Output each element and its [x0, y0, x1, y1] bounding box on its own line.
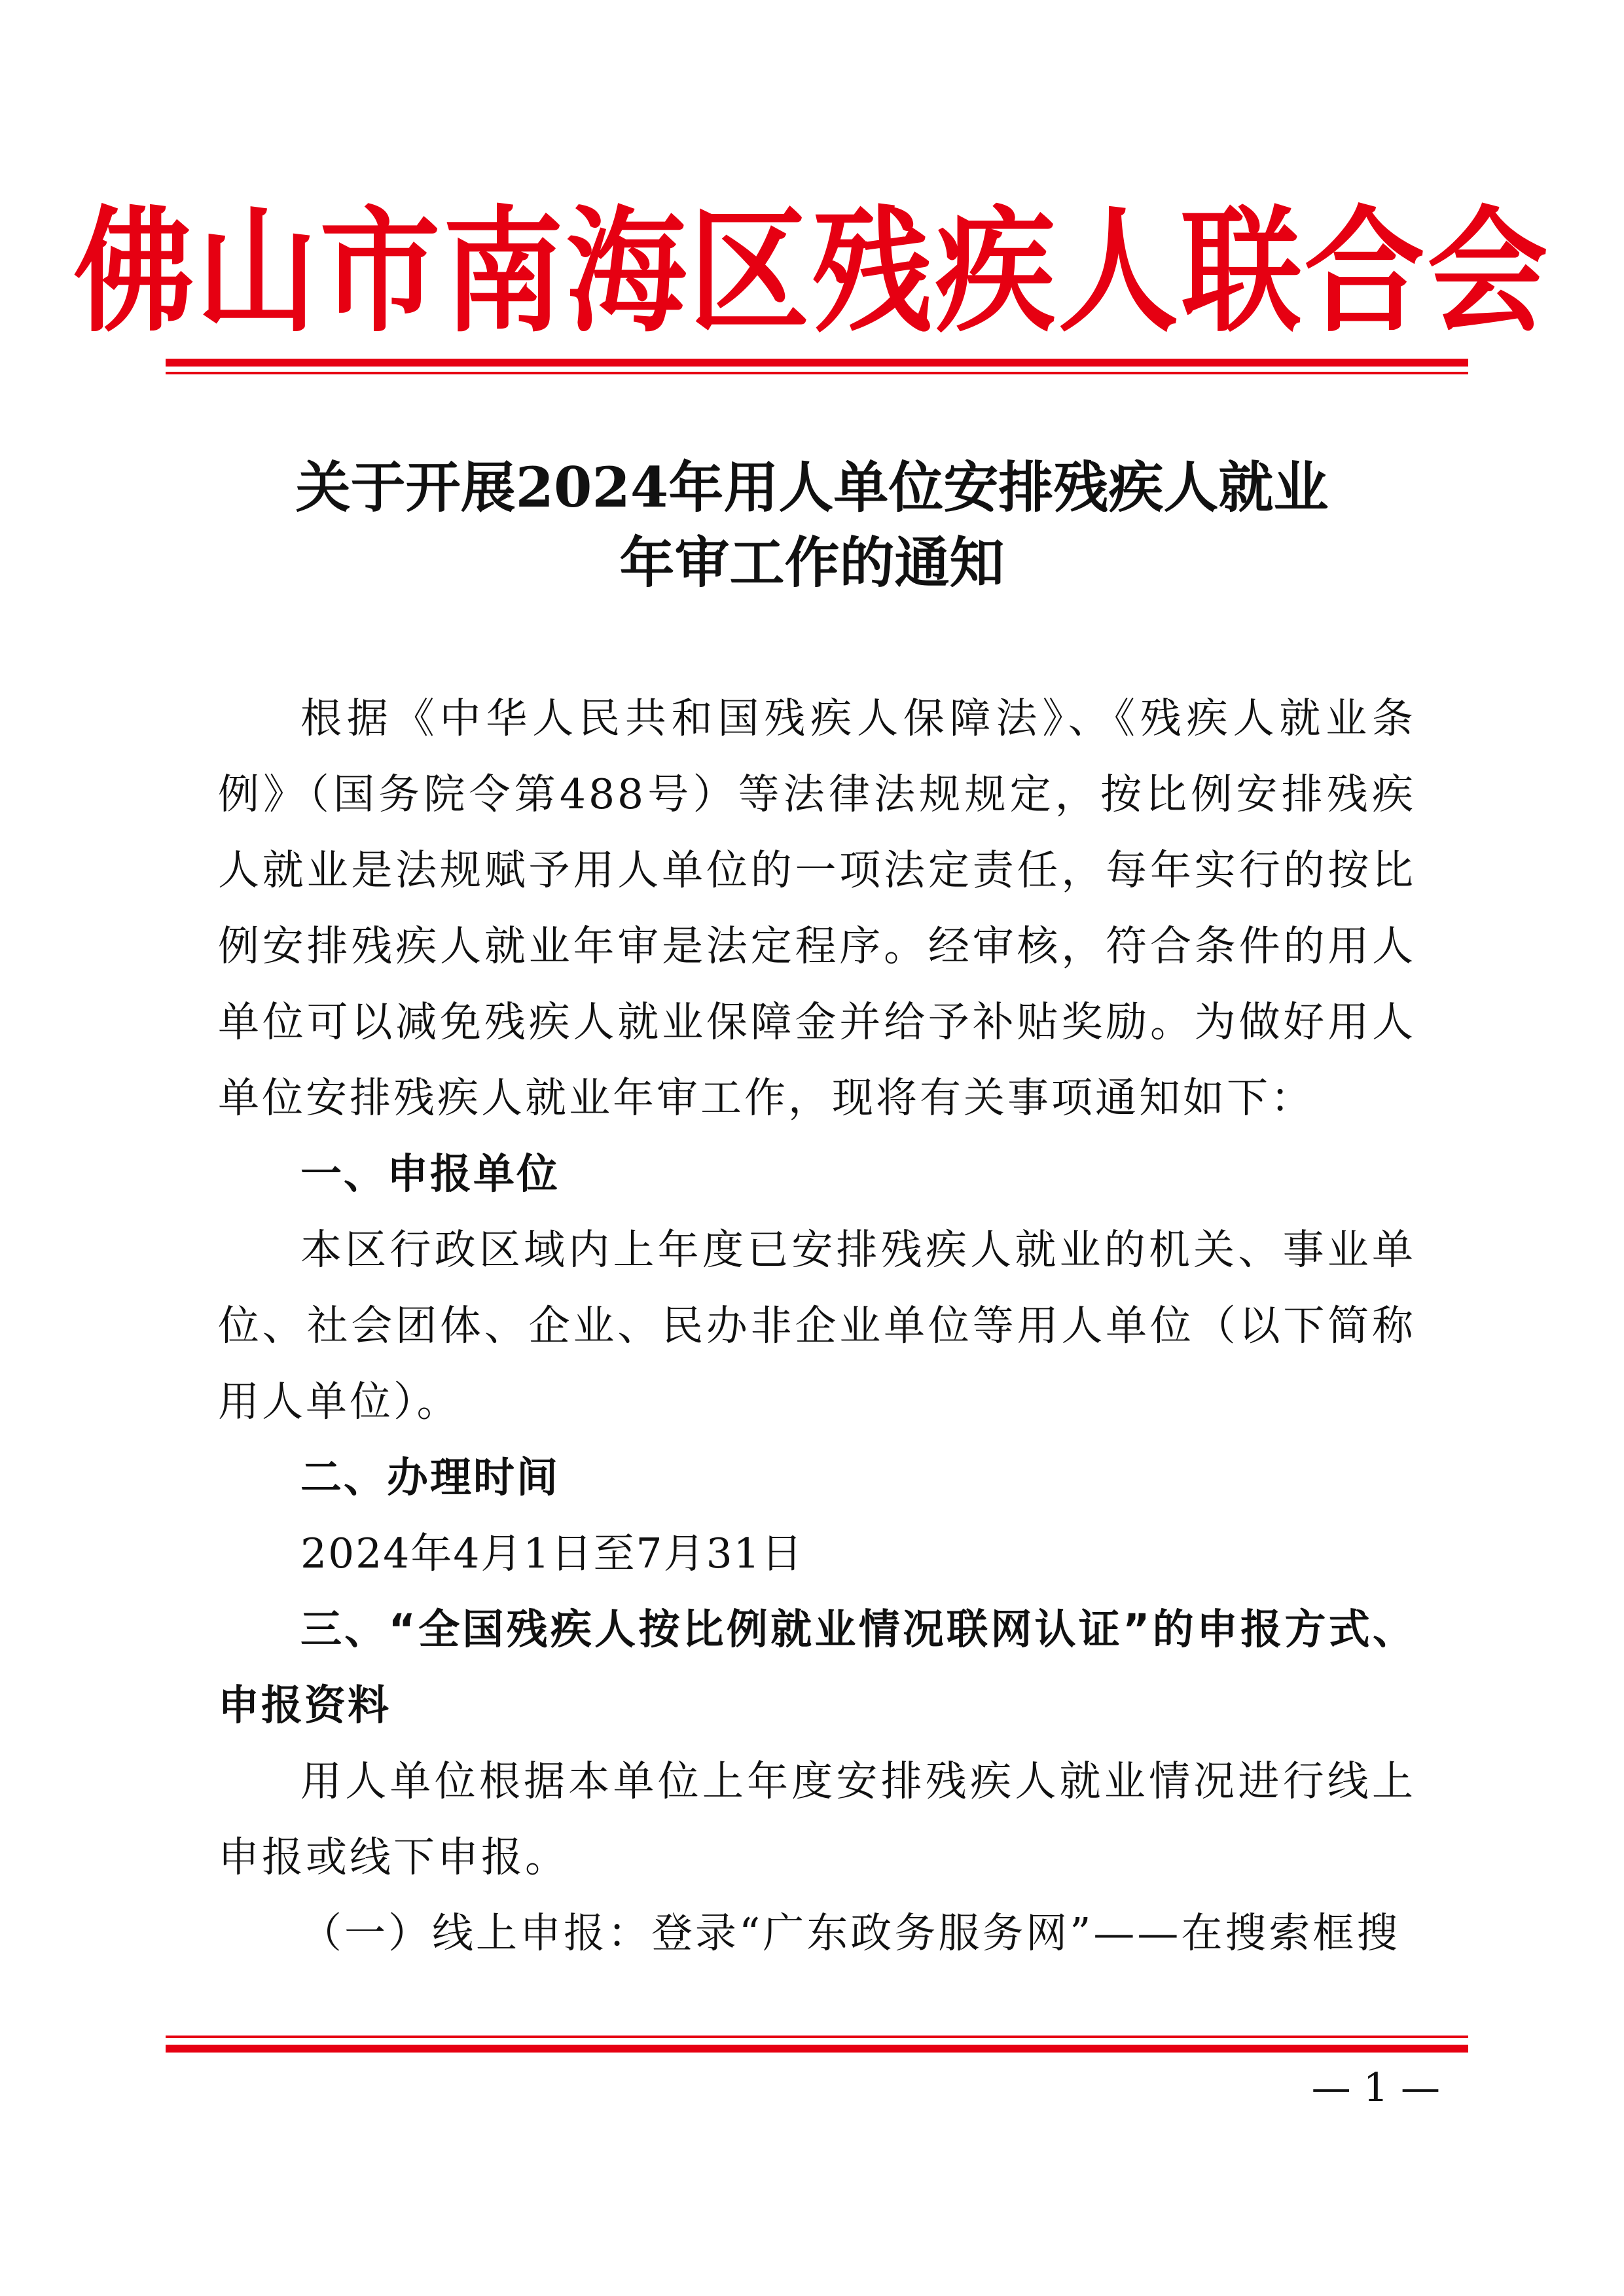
footer-rule-thick	[166, 2045, 1468, 2053]
document-title-line2: 年审工作的通知	[619, 530, 1005, 595]
intro-paragraph: 根据《中华人民共和国残疾人保障法》、《残疾人就业条例》（国务院令第488号）等法律法规规定，按比例安排残疾人就业是法规赋予用人单位的一项法定责任，每年实行的按比例安排残疾人就业年审是法定程序。经审核，符合条件的用人单位可以减免残疾人就业保障金并给予补贴奖励。为做好用人单位安排残疾人就业年审工作，现将有关事项通知如下：	[218, 694, 1416, 1122]
document-body	[218, 681, 1416, 1971]
section3-paragraph: 用人单位根据本单位上年度安排残疾人就业情况进行线上申报或线下申报。	[218, 1757, 1416, 1881]
section3-heading: 三、“全国残疾人按比例就业情况联网认证”的申报方式、申报资料	[218, 1605, 1416, 1729]
section1-heading: 一、申报单位	[300, 1150, 560, 1198]
document-title-line1: 关于开展2024年用人单位安排残疾人就业	[295, 455, 1329, 520]
section3-item1: （一）线上申报：登录“广东政务服务网”——在搜索框搜	[300, 1909, 1401, 1957]
organization-header: 佛山市南海区残疾人联合会	[73, 192, 1551, 351]
page-number: — 1 —	[1311, 2065, 1440, 2111]
header-rule-thick	[166, 359, 1468, 367]
section1-paragraph: 本区行政区域内上年度已安排残疾人就业的机关、事业单位、社会团体、企业、民办非企业单位等用人单位（以下简称用人单位）。	[218, 1226, 1416, 1426]
section2-heading: 二、办理时间	[300, 1454, 560, 1501]
section2-paragraph: 2024年4月1日至7月31日	[300, 1530, 804, 1577]
footer-rule-thin	[166, 2036, 1468, 2038]
header-rule-thin	[166, 372, 1468, 374]
